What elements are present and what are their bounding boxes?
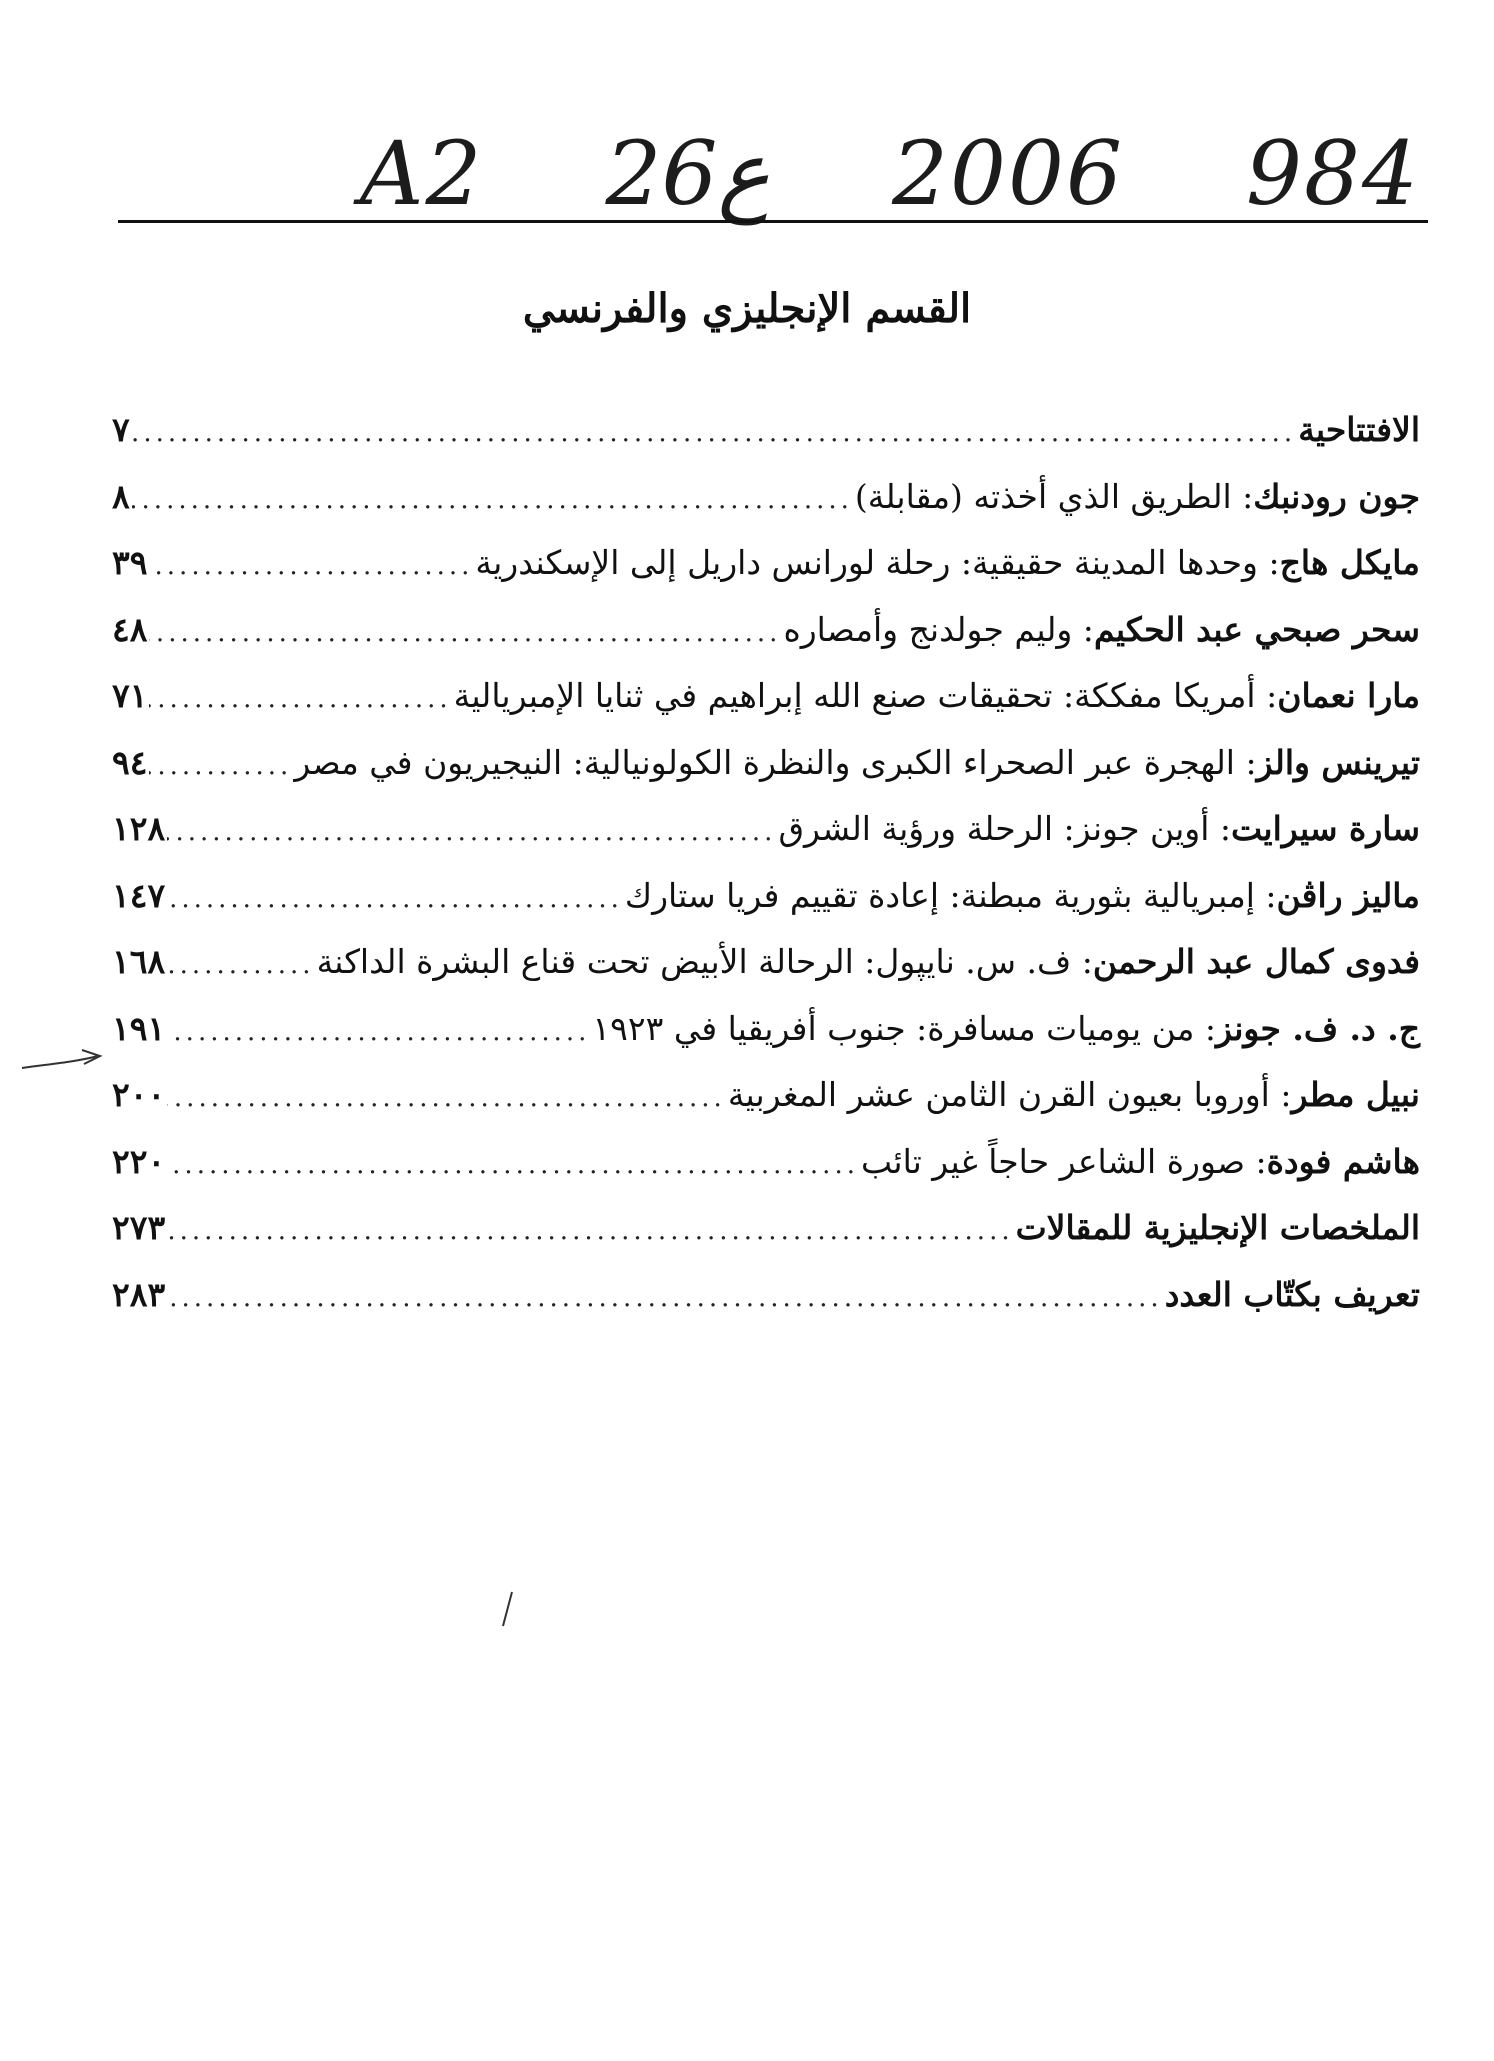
handwritten-header <box>360 95 1420 225</box>
toc-dot-leader <box>149 551 473 581</box>
toc-author: سحر صبحي عبد الحكيم <box>1093 609 1420 649</box>
handwritten-number: 984 <box>1246 122 1420 225</box>
toc-dot-leader <box>149 751 292 781</box>
toc-dot-leader <box>167 950 314 980</box>
toc-entry <box>112 1142 1420 1209</box>
toc-title: : أمريكا مفككة: تحقيقات صنع الله إبراهيم في ثنايا الإمبريالية <box>453 676 1278 715</box>
toc-page-number: ٩٤ <box>112 742 148 782</box>
toc-page-number: ٢٢٠ <box>112 1141 166 1181</box>
toc-entry-text <box>475 543 1420 582</box>
header-rule <box>118 220 1428 223</box>
toc-dot-leader <box>167 817 776 847</box>
toc-author: فدوى كمال عبد الرحمن <box>1092 942 1420 981</box>
toc-page-number: ٢٧٣ <box>112 1208 166 1247</box>
section-title: القسم الإنجليزي والفرنسي <box>522 285 972 332</box>
toc-entry <box>112 610 1420 677</box>
toc-entry-text <box>317 942 1420 981</box>
toc-entry <box>112 942 1420 1009</box>
toc-page-number: ٧ <box>112 410 130 449</box>
toc-author: الملخصات الإنجليزية للمقالات <box>1015 1208 1420 1247</box>
handwritten-year: 2006 <box>892 122 1124 225</box>
toc-author: تعريف بكتّاب العدد <box>1164 1274 1420 1314</box>
toc-entry <box>112 1009 1420 1076</box>
toc-entry-text <box>592 1009 1420 1048</box>
toc-entry <box>112 676 1420 743</box>
toc-page-number: ١٩١ <box>112 1008 166 1048</box>
toc-entry <box>112 1075 1420 1142</box>
toc-dot-leader <box>167 1283 1163 1313</box>
toc-page-number: ١٤٧ <box>112 875 166 915</box>
toc-title: : أوين جونز: الرحلة ورؤية الشرق <box>778 809 1231 848</box>
toc-page-number: ٢٨٣ <box>112 1274 166 1314</box>
toc-dot-leader <box>167 1216 1013 1246</box>
toc-author: ج. د. ف. جونز <box>1216 1008 1420 1048</box>
toc-page-number: ٢٠٠ <box>112 1075 166 1114</box>
toc-dot-leader <box>149 684 451 714</box>
toc-title: : الطريق الذي أخذته (مقابلة) <box>854 476 1254 516</box>
toc-author: جون رودنبك <box>1253 476 1420 516</box>
toc-page-number: ٤٨ <box>112 609 148 649</box>
toc-dot-leader <box>132 418 1296 448</box>
toc-entry-text <box>855 477 1420 516</box>
toc-entry <box>112 477 1420 544</box>
toc-author: مارا نعمان <box>1277 676 1420 715</box>
toc-entry <box>112 543 1420 610</box>
toc-page-number: ١٦٨ <box>112 942 166 981</box>
toc-entry-text <box>1016 1208 1420 1247</box>
toc-author: مايكل هاج <box>1279 543 1420 582</box>
toc-title: : من يوميات مسافرة: جنوب أفريقيا في ١٩٢٣ <box>592 1008 1217 1048</box>
pen-mark-arrow <box>20 1040 120 1080</box>
toc-dot-leader <box>167 1017 590 1047</box>
toc-entry <box>112 743 1420 810</box>
toc-entry <box>112 1275 1420 1342</box>
toc-entry-text <box>1298 410 1420 449</box>
toc-title: : وليم جولدنج وأمصاره <box>783 609 1094 649</box>
handwritten-issue: 26ع <box>605 122 771 225</box>
toc-author: الافتتاحية <box>1298 410 1420 449</box>
toc-title: : ف. س. نايپول: الرحالة الأبيض تحت قناع البشرة الداكنة <box>316 942 1093 981</box>
toc-entry-text <box>783 610 1420 649</box>
pen-mark-slash <box>498 1590 518 1630</box>
toc-title: : صورة الشاعر حاجاً غير تائب <box>860 1141 1267 1181</box>
toc-entry-text <box>1165 1275 1420 1314</box>
toc-page-number: ٧١ <box>112 676 148 715</box>
toc-page-number: ٨ <box>112 476 130 516</box>
toc-entry-text <box>778 809 1420 848</box>
toc-dot-leader <box>132 485 853 515</box>
toc-author: تيرينس والز <box>1256 742 1420 782</box>
toc-entry <box>112 1208 1420 1275</box>
toc-page-number: ١٢٨ <box>112 809 166 848</box>
toc-author: هاشم فودة <box>1266 1141 1420 1181</box>
toc-author: نبيل مطر <box>1291 1075 1420 1114</box>
toc-entry-text <box>294 743 1420 782</box>
toc-page-number: ٣٩ <box>112 543 148 582</box>
toc-entry <box>112 809 1420 876</box>
handwritten-code: A2 <box>360 122 484 225</box>
toc-entry-text <box>625 876 1420 915</box>
toc-title: : إمبريالية بثورية مبطنة: إعادة تقييم فريا ستارك <box>624 875 1277 915</box>
toc-title: : أوروبا بعيون القرن الثامن عشر المغربية <box>727 1075 1292 1114</box>
toc-dot-leader <box>167 1150 859 1180</box>
toc-title: : وحدها المدينة حقيقية: رحلة لورانس داريل إلى الإسكندرية <box>475 543 1280 582</box>
table-of-contents <box>112 410 1420 1341</box>
toc-dot-leader <box>167 884 623 914</box>
toc-author: سارة سيرايت <box>1231 809 1420 848</box>
toc-entry-text <box>454 676 1420 715</box>
toc-author: ماليز راڤن <box>1276 875 1420 915</box>
toc-entry <box>112 876 1420 943</box>
toc-title: : الهجرة عبر الصحراء الكبرى والنظرة الكولونيالية: النيجيريون في مصر <box>294 742 1257 782</box>
toc-entry-text <box>861 1142 1420 1181</box>
toc-entry <box>112 410 1420 477</box>
toc-entry-text <box>728 1075 1420 1114</box>
toc-dot-leader <box>167 1083 726 1113</box>
toc-dot-leader <box>149 618 781 648</box>
